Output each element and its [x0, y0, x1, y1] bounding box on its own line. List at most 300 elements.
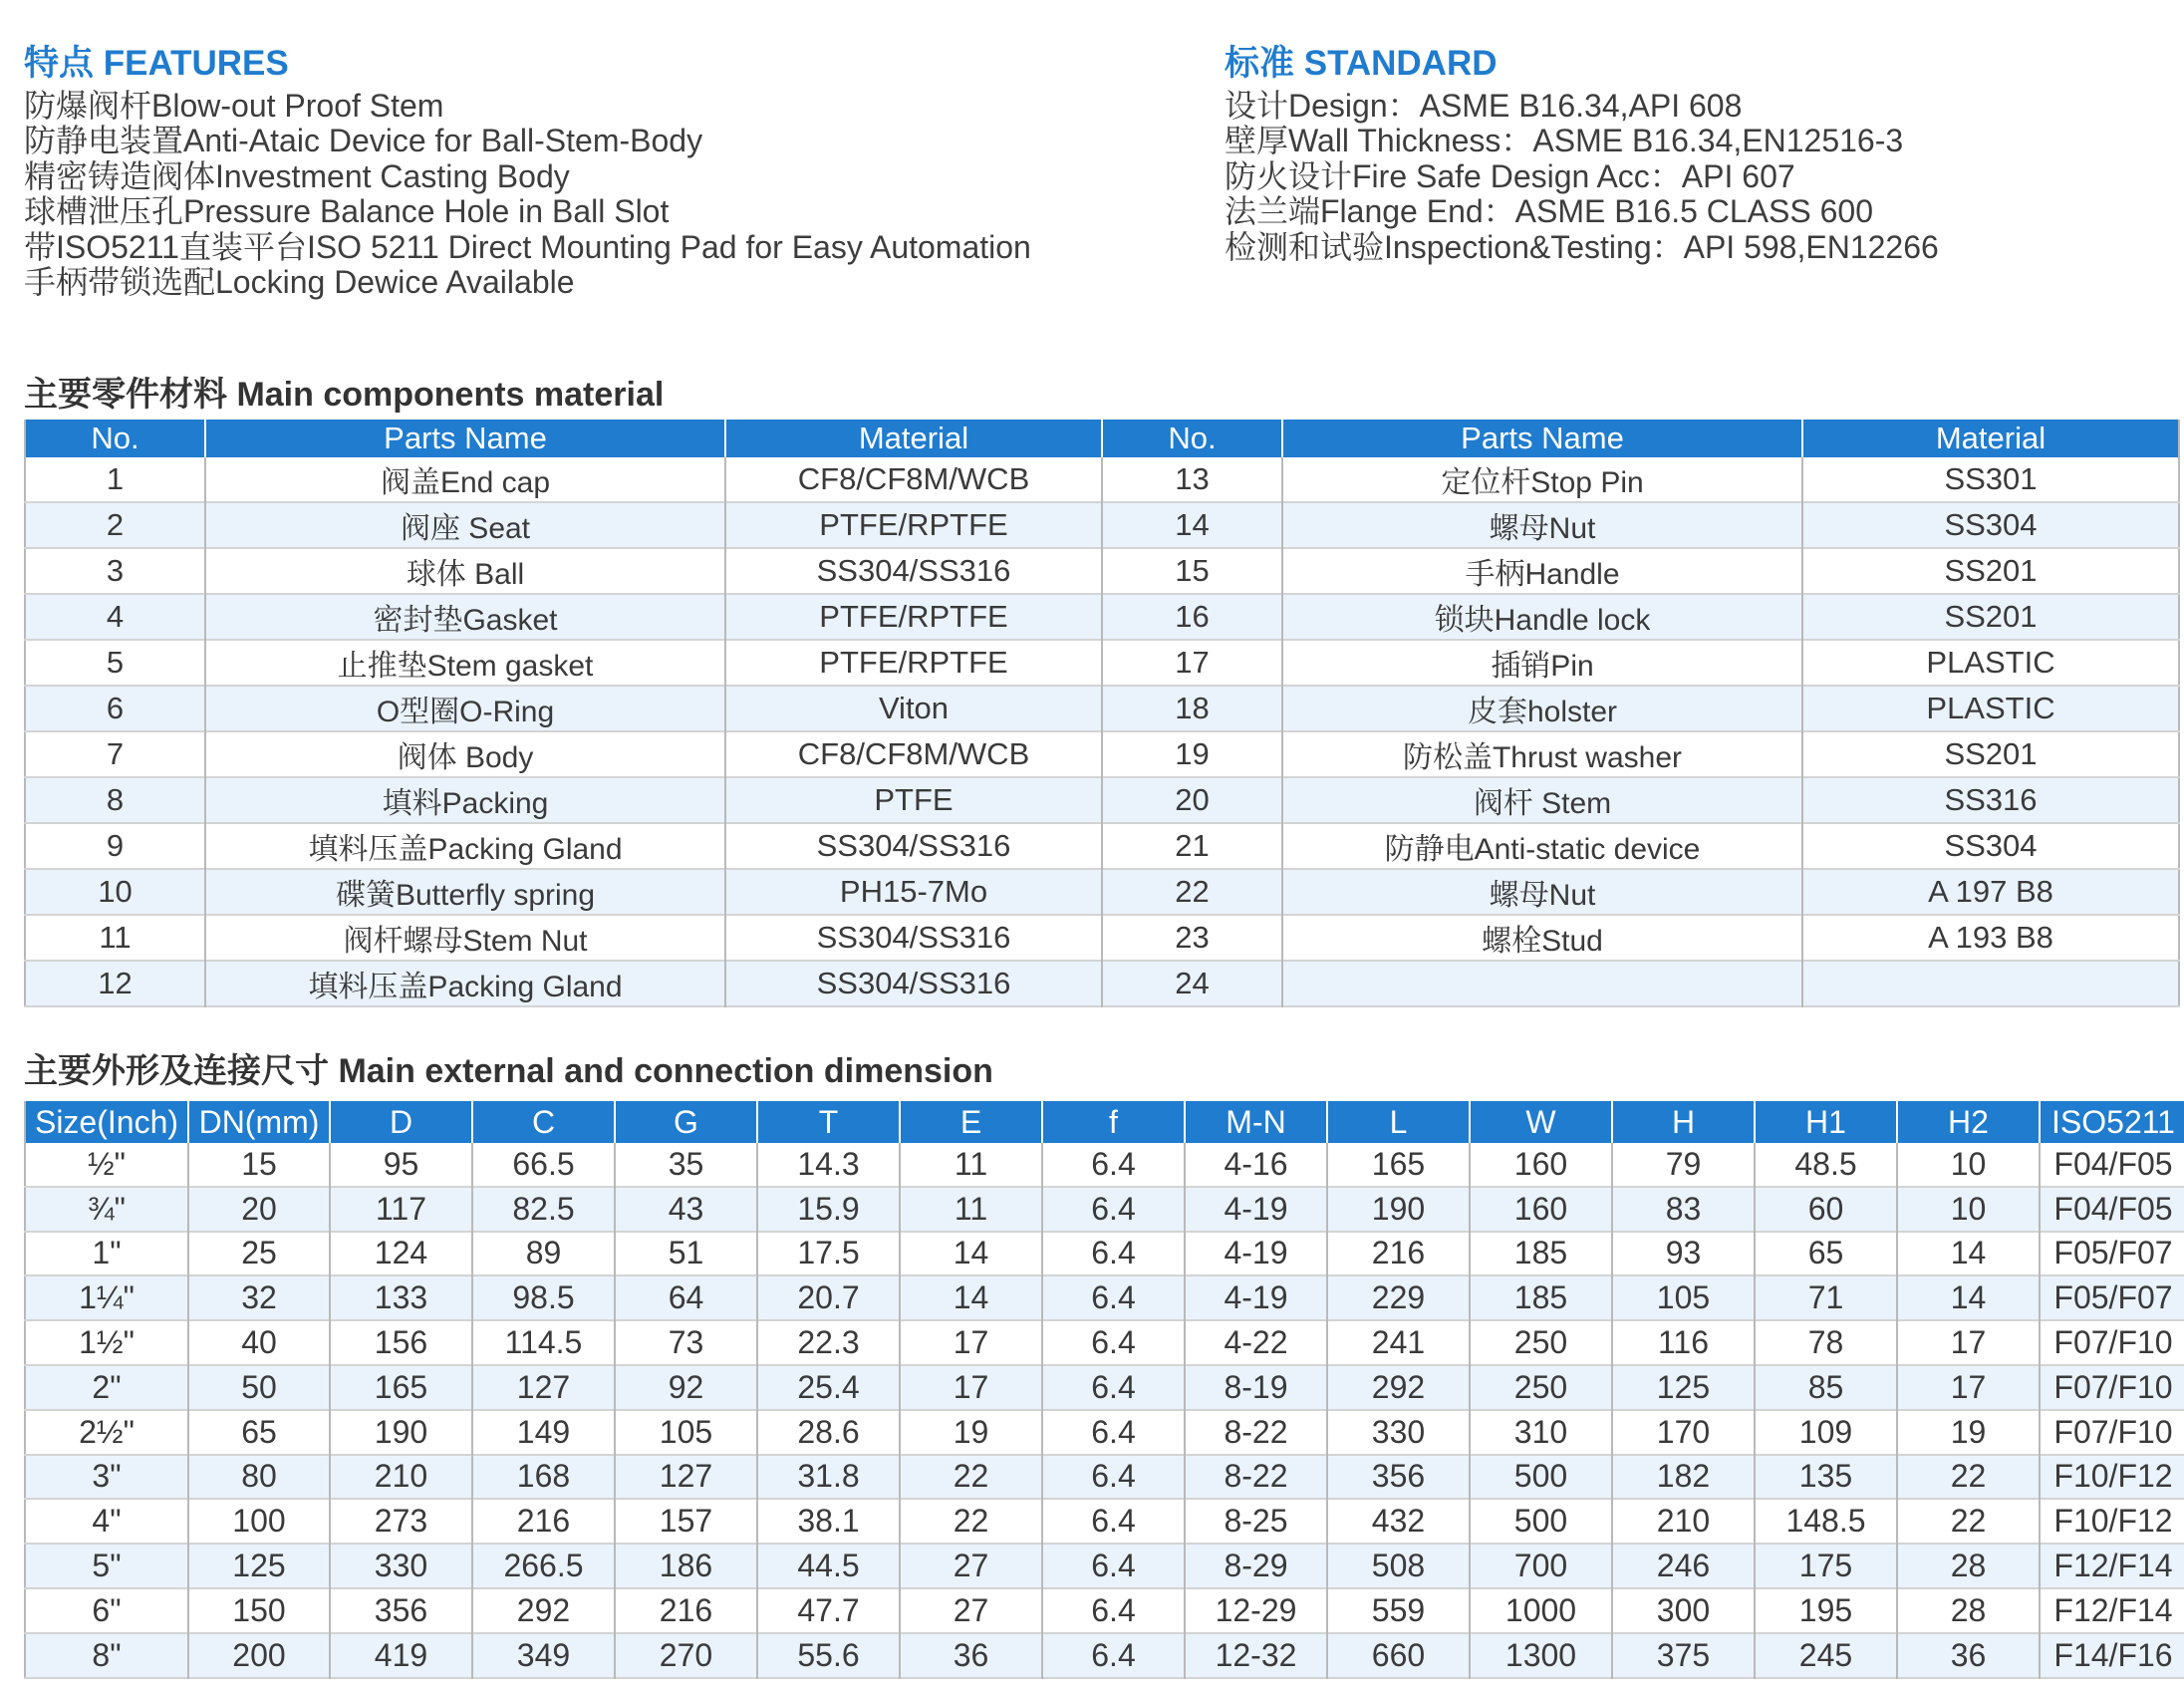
table-row [25, 961, 2179, 1006]
table-cell: 78 [1755, 1320, 1897, 1365]
table-cell: 6.4 [1042, 1588, 1185, 1633]
table-cell: 28 [1897, 1544, 2040, 1588]
features-heading: 特点 FEATURES [24, 44, 289, 83]
table-cell: 10 [1897, 1143, 2040, 1187]
table-cell: 6.4 [1042, 1455, 1185, 1500]
table-cell: 157 [615, 1499, 757, 1544]
table-cell: 105 [615, 1410, 757, 1455]
table-cell: 15.9 [757, 1187, 900, 1232]
table-cell: 4-19 [1185, 1275, 1327, 1320]
table-cell: 500 [1470, 1455, 1612, 1500]
table-cell: 216 [472, 1499, 615, 1544]
table-cell: 190 [1327, 1187, 1470, 1232]
table-cell: 83 [1612, 1187, 1755, 1232]
table-cell: A 197 B8 [1928, 874, 2053, 909]
table-cell: 20 [1102, 777, 1282, 823]
table-row [25, 1499, 2184, 1544]
table-cell: SS301 [1944, 461, 2038, 496]
table-cell: 6 [25, 686, 205, 731]
components-column-header: Parts Name [205, 420, 725, 457]
feature-item: 带ISO5211直装平台ISO 5211 Direct Mounting Pad for Easy Automation [24, 228, 1031, 265]
table-cell: 螺母Nut [1282, 869, 1802, 915]
components-column-header: No. [25, 420, 205, 457]
table-cell: 114.5 [472, 1320, 615, 1365]
table-cell: 螺栓Stud [1282, 915, 1802, 961]
components-column-header: No. [1102, 420, 1282, 457]
table-row [25, 1588, 2184, 1633]
table-cell: SS304 [1944, 828, 2038, 863]
table-cell: 锁块Handle lock [1282, 594, 1802, 640]
table-cell: 14 [1897, 1232, 2040, 1276]
table-row [25, 548, 2179, 594]
table-row [25, 457, 2179, 502]
dimensions-column-header: H [1612, 1101, 1755, 1143]
table-cell: 168 [472, 1455, 615, 1500]
table-cell: 60 [1755, 1187, 1897, 1232]
table-cell: 48.5 [1755, 1143, 1897, 1187]
table-cell: 18 [1102, 686, 1282, 731]
features-list [24, 89, 1031, 300]
standard-heading: 标准 STANDARD [1225, 44, 1498, 83]
table-cell: 6.4 [1042, 1275, 1185, 1320]
table-cell: 6" [25, 1588, 188, 1633]
table-cell: 95 [330, 1143, 472, 1187]
table-cell: 碟簧Butterfly spring [205, 869, 725, 915]
table-cell: 4-16 [1185, 1143, 1327, 1187]
table-cell: 148.5 [1755, 1499, 1897, 1544]
table-cell: 273 [330, 1499, 472, 1544]
table-row [25, 594, 2179, 640]
table-cell: 190 [330, 1410, 472, 1455]
dimensions-column-header: H2 [1897, 1101, 2040, 1143]
table-cell: 300 [1612, 1588, 1755, 1633]
table-cell: 3 [25, 548, 205, 594]
table-cell [1802, 961, 2179, 1006]
table-cell: 124 [330, 1232, 472, 1276]
table-cell: 22 [1897, 1499, 2040, 1544]
table-cell: 92 [615, 1365, 757, 1410]
table-cell: 17 [900, 1320, 1042, 1365]
table-cell: 19 [900, 1410, 1042, 1455]
table-cell: 22 [900, 1499, 1042, 1544]
table-cell: 4-19 [1185, 1232, 1327, 1276]
table-cell: 195 [1755, 1588, 1897, 1633]
table-cell: A 193 B8 [1928, 920, 2053, 955]
table-cell: 210 [1612, 1499, 1755, 1544]
table-cell [1282, 961, 1802, 1006]
table-cell: 127 [472, 1365, 615, 1410]
table-cell: 38.1 [757, 1499, 900, 1544]
components-header-row [25, 420, 2179, 457]
table-cell: 125 [188, 1544, 330, 1588]
standard-list [1225, 89, 1939, 265]
table-cell: 250 [1470, 1365, 1612, 1410]
table-row [25, 1455, 2184, 1500]
feature-item: 防爆阀杆Blow-out Proof Stem [24, 88, 444, 124]
table-cell: 12-29 [1185, 1588, 1327, 1633]
table-cell: 1½" [25, 1320, 188, 1365]
table-cell: 292 [472, 1588, 615, 1633]
table-cell: 手柄Handle [1282, 548, 1802, 594]
table-cell: 36 [1897, 1633, 2040, 1678]
table-row [25, 1633, 2184, 1678]
table-cell: 17 [1102, 640, 1282, 686]
table-cell: F07/F10 [2053, 1324, 2173, 1361]
table-cell: 14 [1897, 1275, 2040, 1320]
table-cell: 508 [1327, 1544, 1470, 1588]
table-cell: 8-19 [1185, 1365, 1327, 1410]
table-cell: 47.7 [757, 1588, 900, 1633]
dimensions-column-header: C [472, 1101, 615, 1143]
table-cell: 105 [1612, 1275, 1755, 1320]
dimensions-column-header: G [615, 1101, 757, 1143]
components-column-header: Material [725, 420, 1102, 457]
table-cell: CF8/CF8M/WCB [725, 457, 1102, 502]
table-cell: 1300 [1470, 1633, 1612, 1678]
dimensions-column-header: T [757, 1101, 900, 1143]
dimensions-column-header: H1 [1755, 1101, 1897, 1143]
table-cell: 50 [188, 1365, 330, 1410]
table-cell: SS201 [1944, 599, 2038, 634]
table-cell: 1 [25, 457, 205, 502]
table-cell: 28.6 [757, 1410, 900, 1455]
table-cell: 6.4 [1042, 1232, 1185, 1276]
table-cell: 135 [1755, 1455, 1897, 1500]
table-row [25, 1275, 2184, 1320]
table-cell: 2 [25, 502, 205, 548]
dimensions-column-header: L [1327, 1101, 1470, 1143]
table-cell: 98.5 [472, 1275, 615, 1320]
table-cell: 330 [1327, 1410, 1470, 1455]
table-row [25, 823, 2179, 869]
table-cell: 6.4 [1042, 1320, 1185, 1365]
table-cell: 密封垫Gasket [205, 594, 725, 640]
standard-item: 设计Design：ASME B16.34,API 608 [1225, 88, 1743, 124]
table-row [25, 1143, 2184, 1187]
table-cell: 25 [188, 1232, 330, 1276]
table-cell: 6.4 [1042, 1499, 1185, 1544]
table-cell: 3" [25, 1455, 188, 1500]
dimensions-column-header: E [900, 1101, 1042, 1143]
table-cell: 109 [1755, 1410, 1897, 1455]
table-cell: 止推垫Stem gasket [205, 640, 725, 686]
table-cell: PTFE [725, 777, 1102, 823]
table-cell: 349 [472, 1633, 615, 1678]
feature-item: 手柄带锁选配Locking Dewice Available [24, 264, 575, 301]
table-row [25, 1320, 2184, 1365]
table-row [25, 1544, 2184, 1588]
dimensions-column-header: f [1042, 1101, 1185, 1143]
table-cell: 127 [615, 1455, 757, 1500]
table-cell: 6.4 [1042, 1633, 1185, 1678]
table-cell: 14.3 [757, 1143, 900, 1187]
dimensions-column-header: W [1470, 1101, 1612, 1143]
table-cell: 32 [188, 1275, 330, 1320]
table-cell: PLASTIC [1926, 645, 2055, 680]
table-cell: 17 [1897, 1365, 2040, 1410]
table-row [25, 1232, 2184, 1276]
table-cell: F05/F07 [2053, 1235, 2173, 1271]
table-cell: SS201 [1944, 553, 2038, 588]
table-cell: 8" [25, 1633, 188, 1678]
feature-item: 球槽泄压孔Pressure Balance Hole in Ball Slot [24, 193, 670, 230]
table-cell: 11 [25, 915, 205, 961]
table-cell: 4-19 [1185, 1187, 1327, 1232]
table-cell: 17.5 [757, 1232, 900, 1276]
table-cell: 165 [330, 1365, 472, 1410]
table-cell: CF8/CF8M/WCB [725, 731, 1102, 777]
components-title: 主要零件材料 Main components material [24, 376, 665, 414]
dimensions-column-header: Size(Inch) [25, 1101, 188, 1143]
table-cell: 阀盖End cap [205, 457, 725, 502]
table-cell: 125 [1612, 1365, 1755, 1410]
table-cell: Viton [725, 686, 1102, 731]
table-cell: 皮套holster [1282, 686, 1802, 731]
table-cell: 阀体 Body [205, 731, 725, 777]
table-cell: 14 [1102, 502, 1282, 548]
table-cell: 6.4 [1042, 1143, 1185, 1187]
table-row [25, 731, 2179, 777]
table-cell: 150 [188, 1588, 330, 1633]
table-cell: 5 [25, 640, 205, 686]
table-cell: PTFE/RPTFE [725, 594, 1102, 640]
table-cell: 填料压盖Packing Gland [205, 961, 725, 1006]
table-cell: 防静电Anti-static device [1282, 823, 1802, 869]
table-row [25, 777, 2179, 823]
table-cell: 8-25 [1185, 1499, 1327, 1544]
table-cell: 292 [1327, 1365, 1470, 1410]
table-row [25, 686, 2179, 731]
table-cell: 阀杆 Stem [1282, 777, 1802, 823]
table-cell: 25.4 [757, 1365, 900, 1410]
table-cell: SS304/SS316 [725, 915, 1102, 961]
table-cell: 6.4 [1042, 1410, 1185, 1455]
table-cell: 266.5 [472, 1544, 615, 1588]
table-cell: 117 [330, 1187, 472, 1232]
dimensions-column-header: DN(mm) [188, 1101, 330, 1143]
table-cell: 4 [25, 594, 205, 640]
table-cell: 16 [1102, 594, 1282, 640]
table-cell: PLASTIC [1926, 691, 2055, 725]
table-cell: PTFE/RPTFE [725, 640, 1102, 686]
table-cell: 24 [1102, 961, 1282, 1006]
components-column-header: Parts Name [1282, 420, 1802, 457]
table-cell: 55.6 [757, 1633, 900, 1678]
table-cell: 13 [1102, 457, 1282, 502]
table-cell: 防松盖Thrust washer [1282, 731, 1802, 777]
table-cell: 330 [330, 1544, 472, 1588]
table-cell: 23 [1102, 915, 1282, 961]
dimensions-header-row [25, 1101, 2184, 1143]
table-cell: 20 [188, 1187, 330, 1232]
table-cell: 80 [188, 1455, 330, 1500]
table-cell: 85 [1755, 1365, 1897, 1410]
table-cell: 10 [1897, 1187, 2040, 1232]
table-cell: F12/F14 [2053, 1591, 2173, 1628]
table-cell: 185 [1470, 1232, 1612, 1276]
table-cell: 270 [615, 1633, 757, 1678]
table-cell: 12-32 [1185, 1633, 1327, 1678]
feature-item: 防静电装置Anti-Ataic Device for Ball-Stem-Body [24, 123, 703, 159]
table-cell: 216 [1327, 1232, 1470, 1276]
table-cell: 500 [1470, 1499, 1612, 1544]
table-cell: ½" [25, 1143, 188, 1187]
table-cell: 31.8 [757, 1455, 900, 1500]
table-cell: 170 [1612, 1410, 1755, 1455]
table-row [25, 869, 2179, 915]
table-cell: 71 [1755, 1275, 1897, 1320]
table-cell: 186 [615, 1544, 757, 1588]
dimensions-title: 主要外形及连接尺寸 Main external and connection dimension [24, 1052, 993, 1090]
table-cell: F14/F16 [2053, 1636, 2173, 1673]
table-cell: ¾" [25, 1187, 188, 1232]
table-cell: 419 [330, 1633, 472, 1678]
table-cell: 432 [1327, 1499, 1470, 1544]
table-cell: 27 [900, 1544, 1042, 1588]
table-cell: 356 [1327, 1455, 1470, 1500]
components-table [24, 420, 2180, 1007]
table-cell: 36 [900, 1633, 1042, 1678]
table-cell: 17 [900, 1365, 1042, 1410]
table-cell: F04/F05 [2053, 1190, 2173, 1227]
dimensions-column-header: D [330, 1101, 472, 1143]
standard-item: 防火设计Fire Safe Design Acc：API 607 [1225, 157, 1795, 194]
table-cell: F12/F14 [2053, 1548, 2173, 1584]
table-cell: 10 [25, 869, 205, 915]
table-cell: 12 [25, 961, 205, 1006]
feature-item: 精密铸造阀体Investment Casting Body [24, 157, 570, 194]
table-cell: 241 [1327, 1320, 1470, 1365]
table-cell: 插销Pin [1282, 640, 1802, 686]
table-cell: 185 [1470, 1275, 1612, 1320]
table-cell: 6.4 [1042, 1544, 1185, 1588]
table-cell: 2½" [25, 1410, 188, 1455]
table-cell: SS304/SS316 [725, 548, 1102, 594]
table-cell: 17 [1897, 1320, 2040, 1365]
table-cell: 1¼" [25, 1275, 188, 1320]
table-cell: 165 [1327, 1143, 1470, 1187]
table-cell: 133 [330, 1275, 472, 1320]
table-cell: 2" [25, 1365, 188, 1410]
table-cell: 22 [1897, 1455, 2040, 1500]
table-cell: 7 [25, 731, 205, 777]
table-cell: 8-22 [1185, 1410, 1327, 1455]
components-column-header: Material [1802, 420, 2179, 457]
table-cell: 44.5 [757, 1544, 900, 1588]
table-cell: 11 [900, 1187, 1042, 1232]
table-cell: F10/F12 [2053, 1503, 2173, 1540]
table-cell: 填料Packing [205, 777, 725, 823]
table-row [25, 1410, 2184, 1455]
table-row [25, 502, 2179, 548]
table-cell: 149 [472, 1410, 615, 1455]
table-cell: F05/F07 [2053, 1279, 2173, 1316]
standard-item: 检测和试验Inspection&Testing：API 598,EN12266 [1225, 228, 1939, 265]
table-cell: 22 [1102, 869, 1282, 915]
table-cell: F04/F05 [2053, 1145, 2173, 1182]
table-cell: 182 [1612, 1455, 1755, 1500]
table-row [25, 1365, 2184, 1410]
table-cell: 6.4 [1042, 1187, 1185, 1232]
table-cell: 19 [1102, 731, 1282, 777]
table-cell: 51 [615, 1232, 757, 1276]
table-cell: 160 [1470, 1143, 1612, 1187]
table-cell: 559 [1327, 1588, 1470, 1633]
table-cell: 螺母Nut [1282, 502, 1802, 548]
table-row [25, 640, 2179, 686]
table-cell: 14 [900, 1275, 1042, 1320]
table-cell: 填料压盖Packing Gland [205, 823, 725, 869]
table-row [25, 915, 2179, 961]
table-cell: 20.7 [757, 1275, 900, 1320]
table-cell: 65 [188, 1410, 330, 1455]
table-cell: 93 [1612, 1232, 1755, 1276]
table-cell: 100 [188, 1499, 330, 1544]
table-cell: 216 [615, 1588, 757, 1633]
table-cell: 8-22 [1185, 1455, 1327, 1500]
table-cell: 82.5 [472, 1187, 615, 1232]
table-cell: 阀座 Seat [205, 502, 725, 548]
table-cell: 15 [1102, 548, 1282, 594]
table-cell: 160 [1470, 1187, 1612, 1232]
table-cell: 73 [615, 1320, 757, 1365]
table-cell: PTFE/RPTFE [725, 502, 1102, 548]
table-cell: 6.4 [1042, 1365, 1185, 1410]
table-cell: 66.5 [472, 1143, 615, 1187]
table-cell: SS304/SS316 [725, 961, 1102, 1006]
table-cell: 14 [900, 1232, 1042, 1276]
table-cell: 1000 [1470, 1588, 1612, 1633]
table-cell: 27 [900, 1588, 1042, 1633]
table-cell: 22.3 [757, 1320, 900, 1365]
table-cell: 22 [900, 1455, 1042, 1500]
standard-item: 壁厚Wall Thickness：ASME B16.34,EN12516-3 [1225, 123, 1904, 159]
table-cell: 4" [25, 1499, 188, 1544]
table-cell: 660 [1327, 1633, 1470, 1678]
table-cell: 356 [330, 1588, 472, 1633]
dimensions-column-header: ISO5211 [2040, 1101, 2184, 1143]
table-cell: 8 [25, 777, 205, 823]
table-cell: 310 [1470, 1410, 1612, 1455]
table-cell: 250 [1470, 1320, 1612, 1365]
table-cell: SS304 [1944, 507, 2038, 542]
table-cell: 定位杆Stop Pin [1282, 457, 1802, 502]
table-cell: 64 [615, 1275, 757, 1320]
table-cell: 11 [900, 1143, 1042, 1187]
table-cell: 19 [1897, 1410, 2040, 1455]
table-cell: 89 [472, 1232, 615, 1276]
table-cell: PH15-7Mo [725, 869, 1102, 915]
table-cell: 375 [1612, 1633, 1755, 1678]
table-cell: 球体 Ball [205, 548, 725, 594]
table-cell: 40 [188, 1320, 330, 1365]
table-cell: 9 [25, 823, 205, 869]
table-cell: 1" [25, 1232, 188, 1276]
table-cell: 200 [188, 1633, 330, 1678]
table-cell: F10/F12 [2053, 1458, 2173, 1495]
dimensions-column-header: M-N [1185, 1101, 1327, 1143]
table-cell: 28 [1897, 1588, 2040, 1633]
table-cell: 15 [188, 1143, 330, 1187]
table-cell: O型圈O-Ring [205, 686, 725, 731]
table-cell: SS201 [1944, 736, 2038, 771]
table-cell: 156 [330, 1320, 472, 1365]
dimensions-table [24, 1101, 2184, 1679]
table-cell: 79 [1612, 1143, 1755, 1187]
table-cell: 21 [1102, 823, 1282, 869]
table-cell: 4-22 [1185, 1320, 1327, 1365]
table-cell: SS304/SS316 [725, 823, 1102, 869]
